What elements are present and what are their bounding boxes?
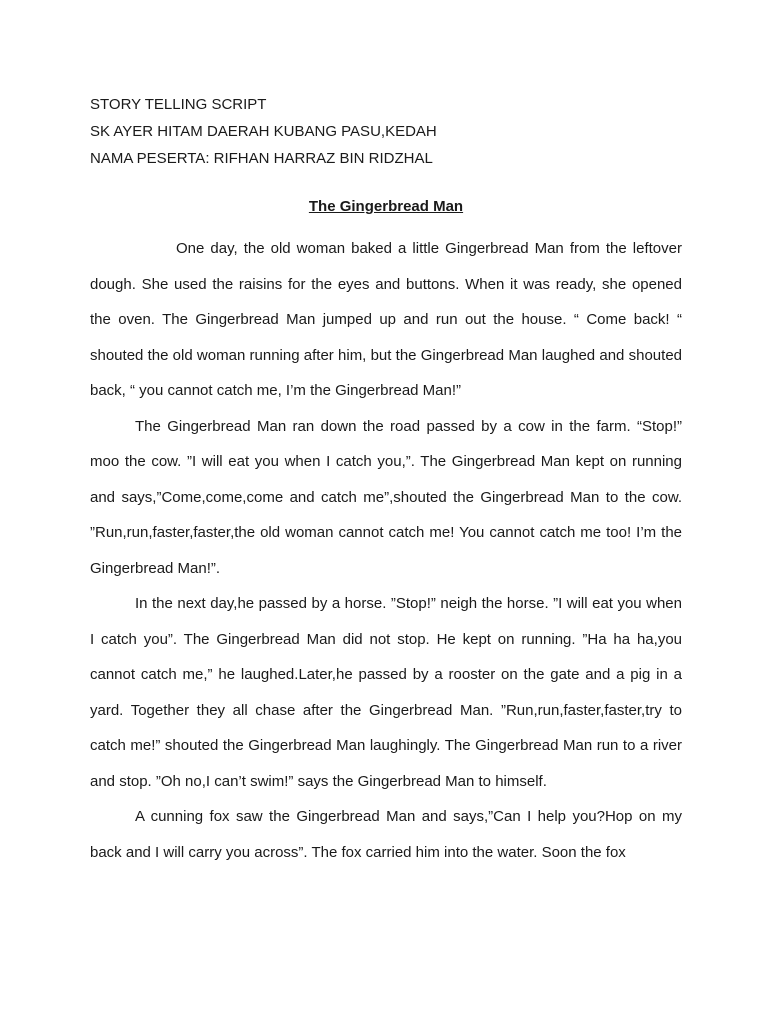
story-paragraph: In the next day,he passed by a horse. ”Stop!” neigh the horse. ”I will eat you when I catch you”. The Gingerbread Man did not stop. He kept on running. ”Ha ha ha,you cannot catch me,” he laughed.Later,he passed by a rooster on the gate and a pig in a yard. Together they all chase after the Gingerbread Man. ”Run,run,faster,faster,try to catch me!” shouted the Gingerbread Man laughingly. The Gingerbread Man run to a river and stop. ”Oh no,I can’t swim!” says the Gingerbread Man to himself. (90, 595, 682, 790)
story-body (90, 231, 682, 870)
header-school-name: SK AYER HITAM DAERAH KUBANG PASU,KEDAH (90, 123, 437, 140)
script-header (90, 91, 682, 172)
story-paragraph: A cunning fox saw the Gingerbread Man and says,”Can I help you?Hop on my back and I will carry you across”. The fox carried him into the water. Soon the fox (90, 808, 682, 861)
story-paragraph: One day, the old woman baked a little Gingerbread Man from the leftover dough. She used the raisins for the eyes and buttons. When it was ready, she opened the oven. The Gingerbread Man jumped up and run out the house. “ Come back! “ shouted the old woman running after him, but the Gingerbread Man laughed and shouted back, “ you cannot catch me, I’m the Gingerbread Man!” (90, 240, 682, 399)
header-script-type: STORY TELLING SCRIPT (90, 96, 267, 113)
header-participant-name: NAMA PESERTA: RIFHAN HARRAZ BIN RIDZHAL (90, 150, 433, 167)
story-title: The Gingerbread Man (308, 198, 464, 215)
story-paragraph: The Gingerbread Man ran down the road passed by a cow in the farm. “Stop!” moo the cow. ”I will eat you when I catch you,”. The Gingerbread Man kept on running and says,”Come,come,come and catch me”,shouted the Gingerbread Man to the cow. ”Run,run,faster,faster,the old woman cannot catch me! You cannot catch me too! I’m the Gingerbread Man!”. (90, 417, 682, 577)
